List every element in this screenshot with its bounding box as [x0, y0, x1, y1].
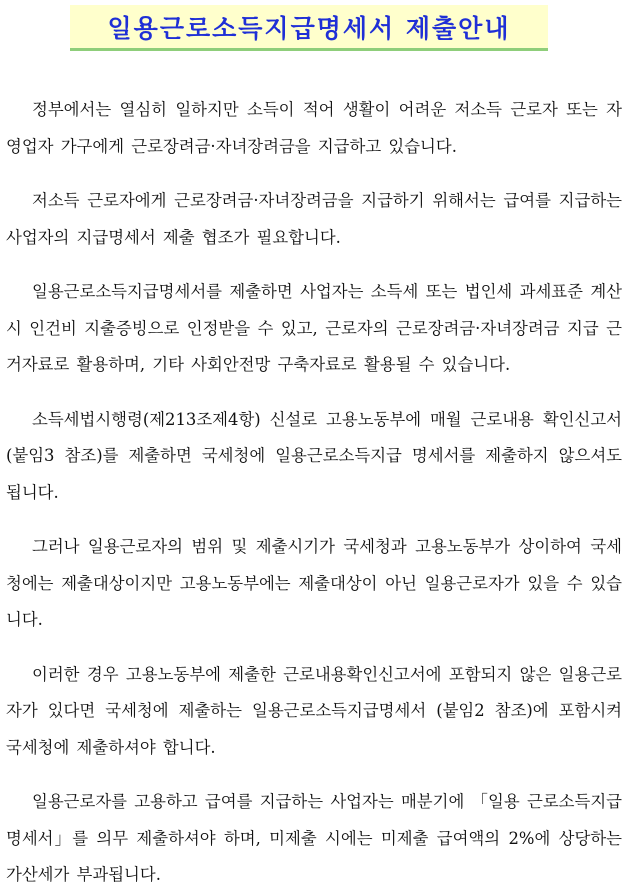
paragraph-1: 정부에서는 열심히 일하지만 소득이 적어 생활이 어려운 저소득 근로자 또는 자영업자 가구에게 근로장려금·자녀장려금을 지급하고 있습니다. [6, 100, 622, 156]
paragraph-7: 일용근로자를 고용하고 급여를 지급하는 사업자는 매분기에 「일용 근로소득지급명세서」를 의무 제출하셔야 하며, 미제출 시에는 미제출 급여액의 2%에 상당하는 가산세가 부과됩니다. [6, 792, 622, 884]
paragraph-4: 소득세법시행령(제213조제4항) 신설로 고용노동부에 매월 근로내용 확인신고서(붙임3 참조)를 제출하면 국세청에 일용근로소득지급 명세서를 제출하지 않으셔도 됩니다. [6, 409, 622, 502]
notice-body [0, 92, 632, 894]
paragraph-6: 이러한 경우 고용노동부에 제출한 근로내용확인신고서에 포함되지 않은 일용근로자가 있다면 국세청에 제출하는 일용근로소득지급명세서 (붙임2 참조)에 포함시켜 국세청에 제출하셔야 합니다. [6, 664, 622, 757]
paragraph-2: 저소득 근로자에게 근로장려금·자녀장려금을 지급하기 위해서는 급여를 지급하는 사업자의 지급명세서 제출 협조가 필요합니다. [6, 191, 622, 247]
paragraph-5: 그러나 일용근로자의 범위 및 제출시기가 국세청과 고용노동부가 상이하여 국세청에는 제출대상이지만 고용노동부에는 제출대상이 아닌 일용근로자가 있을 수 있습니다. [6, 537, 622, 629]
title-banner [70, 5, 548, 51]
paragraph-3: 일용근로소득지급명세서를 제출하면 사업자는 소득세 또는 법인세 과세표준 계산시 인건비 지출증빙으로 인정받을 수 있고, 근로자의 근로장려금·자녀장려금 지급 근거자료로 활용하며, 기타 사회안전망 구축자료로 활용될 수 있습니다. [6, 282, 622, 374]
page-title: 일용근로소득지급명세서 제출안내 [107, 13, 511, 43]
